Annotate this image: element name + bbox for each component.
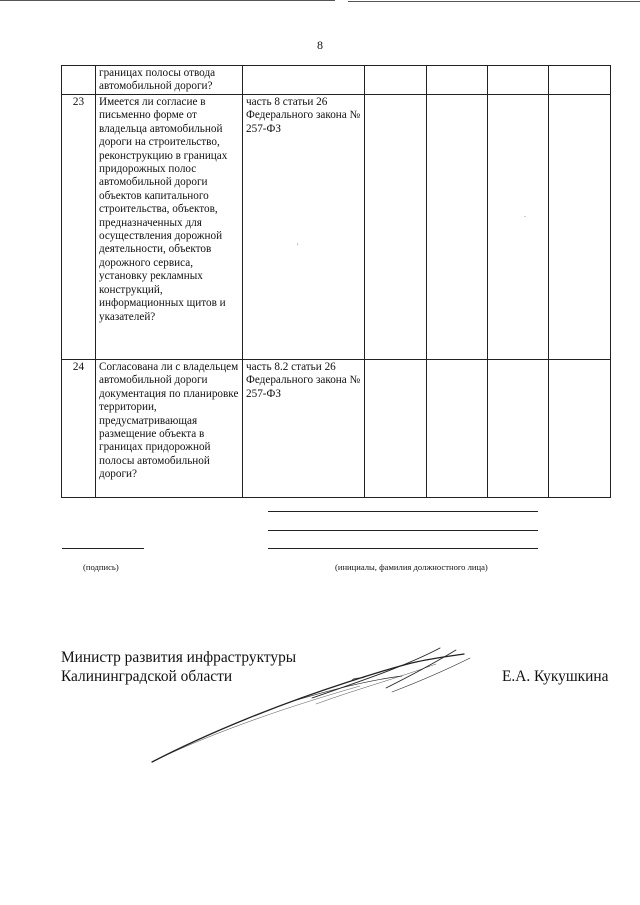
page-number: 8 [317, 38, 323, 52]
signature-line [62, 548, 144, 549]
checklist-table [61, 65, 611, 498]
answer-no-cell [427, 360, 488, 498]
signatory-position-line: Министр развития инфраструктуры [61, 649, 297, 666]
question-cell: границах полосы отвода автомобильной дороги? [96, 66, 243, 95]
answer-na-cell [488, 66, 549, 95]
legal-basis-cell: часть 8.2 статьи 26 Федерального закона № 257-ФЗ [243, 360, 365, 498]
answer-no-cell [427, 95, 488, 360]
row-number [62, 66, 96, 95]
question-cell: Имеется ли согласие в письменно форме от владельца автомобильной дороги на строительство, реконструкцию в границах придорожных полос автомобильной дороги объектов капитального строительства, объектов, предназначенных для осуществления дорожной деятельности, объектов дорожного сервиса, установку рекламных конструкций, информационных щитов и указателей? [96, 95, 243, 360]
row-number: 23 [62, 95, 96, 360]
answer-yes-cell [365, 360, 427, 498]
answer-yes-cell [365, 95, 427, 360]
answer-yes-cell [365, 66, 427, 95]
signature-caption: (подпись) [83, 562, 119, 572]
note-cell [549, 360, 611, 498]
table-row [62, 360, 611, 498]
note-cell [549, 66, 611, 95]
legal-basis-cell [243, 66, 365, 95]
signatory-name: Е.А. Кукушкина [502, 668, 609, 685]
fill-in-line [268, 530, 538, 531]
table-row [62, 66, 611, 95]
fill-in-line [268, 511, 538, 512]
scan-speck: ' [297, 242, 299, 251]
scan-speck: . [524, 210, 526, 219]
signatory-position-line: Калининградской области [61, 668, 233, 685]
question-cell: Согласована ли с владельцем автомобильной дороги документация по планировке территории, предусматривающая размещение объекта в границах придорожной полосы автомобильной дороги? [96, 360, 243, 498]
answer-na-cell [488, 360, 549, 498]
row-number: 24 [62, 360, 96, 498]
official-name-line [268, 548, 538, 549]
official-caption: (инициалы, фамилия должностного лица) [335, 562, 488, 572]
handwritten-signature [140, 640, 480, 770]
table-row [62, 95, 611, 360]
legal-basis-cell: часть 8 статьи 26 Федерального закона № 257-ФЗ [243, 95, 365, 360]
note-cell [549, 95, 611, 360]
scan-edge-line [348, 1, 640, 2]
answer-no-cell [427, 66, 488, 95]
answer-na-cell [488, 95, 549, 360]
scan-edge-line [0, 0, 335, 1]
